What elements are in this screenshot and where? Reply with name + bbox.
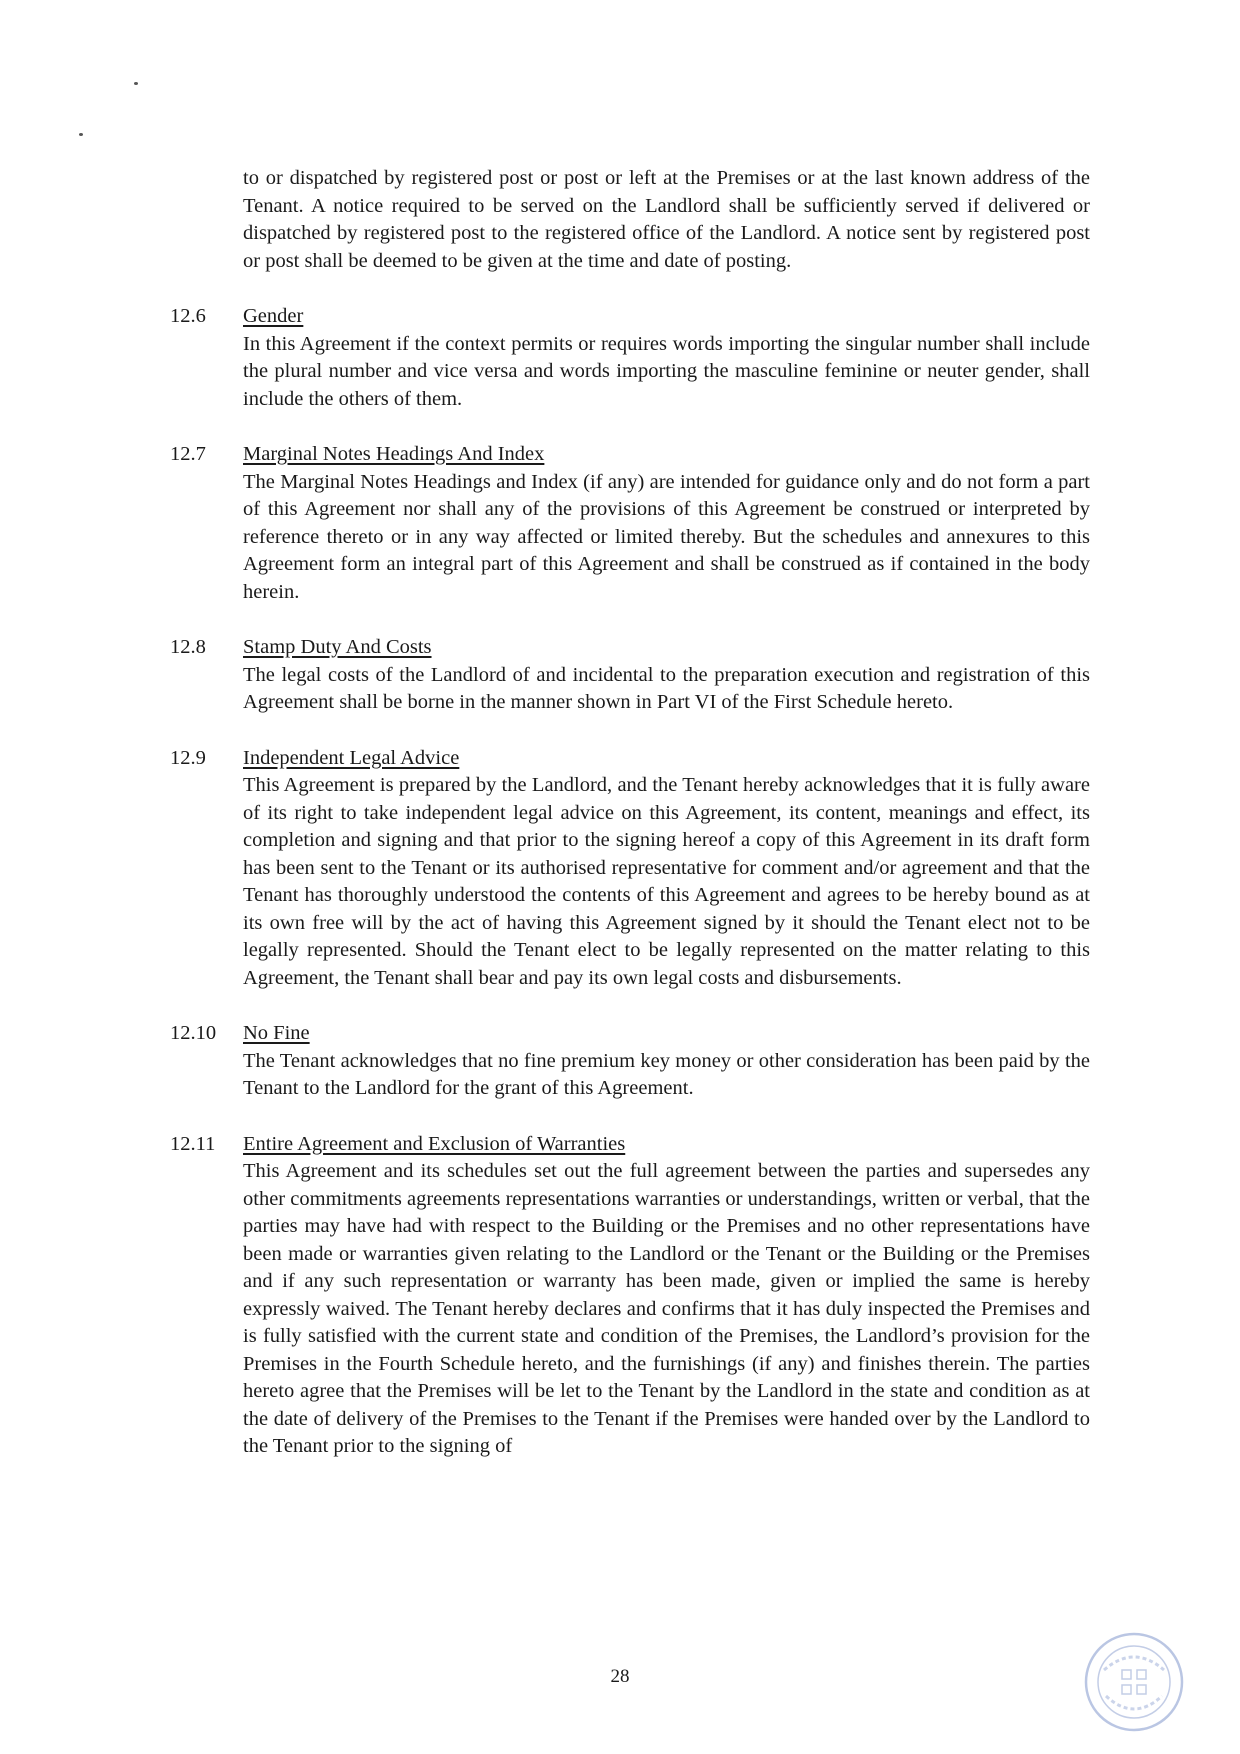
clause-number: 12.10 xyxy=(170,1022,217,1044)
clause-title: Independent Legal Advice xyxy=(243,746,460,769)
clause-number: 12.7 xyxy=(170,443,206,465)
clause-heading xyxy=(170,303,1090,331)
clause-title: No Fine xyxy=(243,1022,310,1044)
clause-body: The Marginal Notes Headings and Index (if any) are intended for guidance only and do not form a part of this Agreement nor shall any of the provisions of this Agreement be construed or interpreted by reference thereto or in any way affected or limited thereby. But the schedules and annexures to this Agreement form an integral part of this Agreement and shall be construed as if contained in the body herein. xyxy=(243,470,1090,603)
clause-12-11 xyxy=(170,1131,1090,1461)
clause-number: 12.9 xyxy=(170,746,206,769)
clause-12-7 xyxy=(170,441,1090,606)
clause-title: Marginal Notes Headings And Index xyxy=(243,443,545,465)
clause-heading xyxy=(170,745,1090,773)
intro-paragraph: to or dispatched by registered post or post or left at the Premises or at the last known address of the Tenant. A notice required to be served on the Landlord shall be sufficiently served if delivered or dispatched by registered post to the registered office of the Landlord. A notice sent by registered post or post shall be deemed to be given at the time and date of posting. xyxy=(243,167,1090,272)
clause-number: 12.6 xyxy=(170,305,206,327)
clause-body: This Agreement is prepared by the Landlord, and the Tenant hereby acknowledges that it is fully aware of its right to take independent legal advice on this Agreement, its content, meanings and effect, its completion and signing and that prior to the signing hereof a copy of this Agreement in its draft form has been sent to the Tenant or its authorised representative for comment and/or agreement and that the Tenant has thoroughly understood the contents of this Agreement and agrees to be hereby bound as at its own free will by the act of having this Agreement signed by it should the Tenant elect not to be legally represented. Should the Tenant elect to be legally represented on the matter relating to this Agreement, the Tenant shall bear and pay its own legal costs and disbursements. xyxy=(243,774,1090,989)
clause-number: 12.11 xyxy=(170,1132,216,1155)
clause-body: The legal costs of the Landlord of and incidental to the preparation execution and registration of this Agreement shall be borne in the manner shown in Part VI of the First Schedule hereto. xyxy=(243,663,1090,713)
clause-12-10 xyxy=(170,1020,1090,1103)
clause-heading xyxy=(170,441,1090,469)
page-number: 28 xyxy=(610,1666,630,1687)
clause-body: This Agreement and its schedules set out the full agreement between the parties and supersedes any other commitments agreements representations warranties or understandings, written or verbal, that the parties may have had with respect to the Building or the Premises and no other representations have been made or warranties given relating to the Landlord or the Tenant or the Building or the Premises and if any such representation or warranty has been made, given or implied the same is hereby expressly waived. The Tenant hereby declares and confirms that it has duly inspected the Premises and is fully satisfied with the current state and condition of the Premises, the Landlord’s provision for the Premises in the Fourth Schedule hereto, and the furnishings (if any) and finishes therein. The parties hereto agree that the Premises will be let to the Tenant by the Landlord in the state and condition as at the date of delivery of the Premises to the Tenant if the Premises were handed over by the Landlord to the Tenant prior to the signing of xyxy=(243,1160,1090,1457)
clause-heading xyxy=(170,1131,1090,1159)
clause-number: 12.8 xyxy=(170,636,206,658)
company-seal-stamp xyxy=(1082,1630,1186,1734)
clause-title: Entire Agreement and Exclusion of Warranties xyxy=(243,1132,626,1155)
clause-heading xyxy=(170,1020,1090,1048)
clause-title: Gender xyxy=(243,305,304,327)
document-body xyxy=(170,165,1090,1461)
scan-speck xyxy=(134,82,138,85)
clause-title: Stamp Duty And Costs xyxy=(243,636,432,658)
clause-body: The Tenant acknowledges that no fine premium key money or other consideration has been paid by the Tenant to the Landlord for the grant of this Agreement. xyxy=(243,1049,1090,1099)
scan-speck xyxy=(79,133,83,136)
clause-12-9 xyxy=(170,745,1090,993)
clause-12-6 xyxy=(170,303,1090,413)
clause-body: In this Agreement if the context permits or requires words importing the singular number shall include the plural number and vice versa and words importing the masculine feminine or neuter gender, shall include the others of them. xyxy=(243,332,1090,410)
clause-12-8 xyxy=(170,634,1090,717)
clause-heading xyxy=(170,634,1090,662)
